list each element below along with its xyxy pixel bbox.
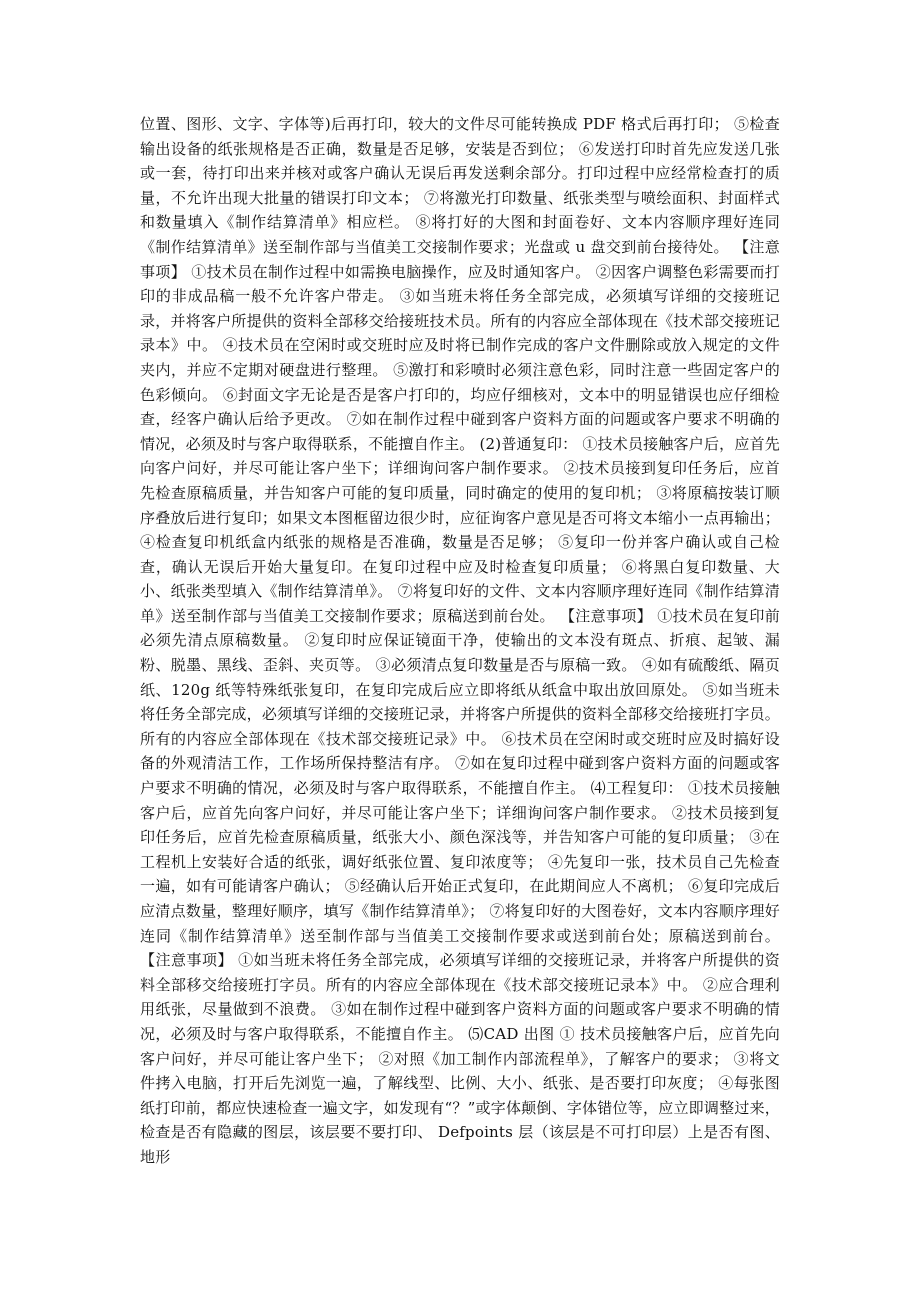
body-text: 位置、图形、文字、字体等)后再打印，较大的文件尽可能转换成 PDF 格式后再打印； ⑤检查输出设备的纸张规格是否正确，数量是否足够，安装是否到位； ⑥发送打印时首先应发送几张或一套，待打印出来并核对或客户确认无误后再发送剩余部分。打印过程中应经常检查打的质量，不允许出现大批量的错误打印文本； ⑦将激光打印数量、纸张类型与喷绘面积、封面样式和数量填入《制作结算清单》相应栏。 ⑧将打好的大图和封面卷好、文本内容顺序理好连同《制作结算清单》送至制作部与当值美工交接制作要求；光盘或 u 盘交到前台接待处。 【注意事项】 ①技术员在制作过程中如需换电脑操作，应及时通知客户。 ②因客户调整色彩需要而打印的非成品稿一般不允许客户带走。 ③如当班未将任务全部完成，必须填写详细的交接班记录，并将客户所提供的资料全部移交给接班技术员。所有的内容应全部体现在《技术部交接班记录本》中。 ④技术员在空闲时或交班时应及时将已制作完成的客户文件删除或放入规定的文件夹内，并应不定期对硬盘进行整理。 ⑤激打和彩喷时必须注意色彩，同时注意一些固定客户的色彩倾向。 ⑥封面文字无论是否是客户打印的，均应仔细核对，文本中的明显错误也应仔细检查，经客户确认后给予更改。 ⑦如在制作过程中碰到客户资料方面的问题或客户要求不明确的情况，必须及时与客户取得联系，不能擅自作主。 (2)普通复印： ①技术员接触客户后，应首先向客户问好，并尽可能让客户坐下；详细询问客户制作要求。 ②技术员接到复印任务后，应首先检查原稿质量，并告知客户可能的复印质量，同时确定的使用的复印机； ③将原稿按装订顺序叠放后进行复印；如果文本图框留边很少时，应征询客户意见是否可将文本缩小一点再输出； ④检查复印机纸盒内纸张的规格是否准确，数量是否足够； ⑤复印一份并客户确认或自己检查，确认无误后开始大量复印。在复印过程中应及时检查复印质量； ⑥将黑白复印数量、大小、纸张类型填入《制作结算清单》。 ⑦将复印好的文件、文本内容顺序理好连同《制作结算清单》送至制作部与当值美工交接制作要求；原稿送到前台处。 【注意事项】 ①技术员在复印前必须先清点原稿数量。 ②复印时应保证镜面干净，使输出的文本没有斑点、折痕、起皱、漏粉、脱墨、黑线、歪斜、夹页等。 ③必须清点复印数量是否与原稿一致。 ④如有硫酸纸、隔页纸、120g 纸等特殊纸张复印，在复印完成后应立即将纸从纸盒中取出放回原处。 ⑤如当班未将任务全部完成，必须填写详细的交接班记录，并将客户所提供的资料全部移交给接班打字员。所有的内容应全部体现在《技术部交接班记录》中。 ⑥技术员在空闲时或交班时应及时搞好设备的外观清洁工作，工作场所保持整洁有序。 ⑦如在复印过程中碰到客户资料方面的问题或客户要求不明确的情况，必须及时与客户取得联系，不能擅自作主。 ⑷工程复印： ①技术员接触客户后，应首先向客户问好，并尽可能让客户坐下；详细询问客户制作要求。 ②技术员接到复印任务后，应首先检查原稿质量，纸张大小、颜色深浅等，并告知客户可能的复印质量； ③在工程机上安装好合适的纸张，调好纸张位置、复印浓度等； ④先复印一张，技术员自己先检查一遍，如有可能请客户确认； ⑤经确认后开始正式复印，在此期间应人不离机； ⑥复印完成后应清点数量，整理好顺序，填写《制作结算清单》； ⑦将复印好的大图卷好，文本内容顺序理好连同《制作结算清单》送至制作部与当值美工交接制作要求或送到前台处；原稿送到前台。 【注意事项】 ①如当班未将任务全部完成，必须填写详细的交接班记录，并将客户所提供的资料全部移交给接班打字员。所有的内容应全部体现在《技术部交接班记录本》中。 ②应合理利用纸张，尽量做到不浪费。 ③如在制作过程中碰到客户资料方面的问题或客户要求不明确的情况，必须及时与客户取得联系，不能擅自作主。 ⑸CAD 出图 ① 技术员接触客户后，应首先向客户问好，并尽可能让客户坐下； ②对照《加工制作内部流程单》，了解客户的要求； ③将文件拷入电脑，打开后先浏览一遍，了解线型、比例、大小、纸张、是否要打印灰度； ④每张图纸打印前，都应快速检查一遍文字，如发现有“？”或字体颠倒、字体错位等，应立即调整过来，检查是否有隐藏的图层，该层要不要打印、 Defpoints 层（该层是不可打印层）上是否有图、地形 <box>140 115 780 1166</box>
